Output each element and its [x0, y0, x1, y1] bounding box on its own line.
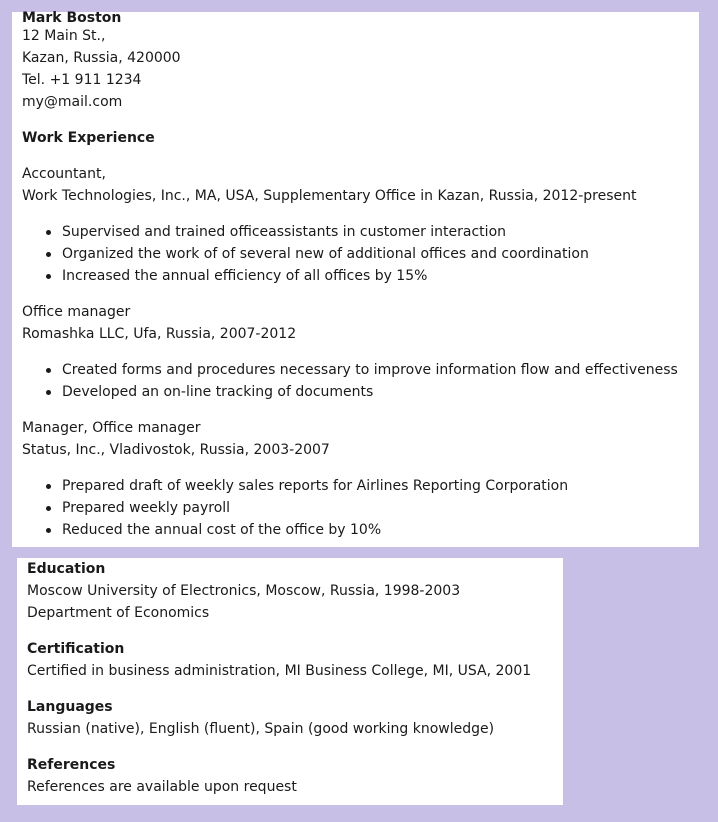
education-section	[27, 558, 553, 624]
resume-secondary-panel	[17, 558, 563, 805]
work-experience-heading: Work Experience	[22, 130, 155, 146]
list-item: Supervised and trained officeassistants in customer interaction	[62, 221, 689, 243]
job-company: Work Technologies, Inc., MA, USA, Supplementary Office in Kazan, Russia, 2012-present	[22, 188, 637, 204]
job-duties-list	[22, 359, 689, 403]
job-title: Office manager	[22, 304, 131, 320]
address-line-1: 12 Main St.,	[22, 28, 106, 44]
list-item: Developed an on-line tracking of documents	[62, 381, 689, 403]
education-heading: Education	[27, 561, 106, 577]
email-address: my@mail.com	[22, 94, 123, 110]
education-line: Moscow University of Electronics, Moscow, Russia, 1998-2003	[27, 583, 461, 599]
address-line-2: Kazan, Russia, 420000	[22, 50, 181, 66]
languages-heading: Languages	[27, 699, 113, 715]
list-item: Created forms and procedures necessary to improve information flow and effectiveness	[62, 359, 689, 381]
languages-section	[27, 696, 553, 740]
job-company: Status, Inc., Vladivostok, Russia, 2003-2007	[22, 442, 330, 458]
references-heading: References	[27, 757, 116, 773]
job-entry-accountant	[22, 163, 689, 287]
job-entry-office-manager	[22, 301, 689, 403]
references-section	[27, 754, 553, 798]
education-line: Department of Economics	[27, 605, 210, 621]
certification-heading: Certification	[27, 641, 125, 657]
phone-number: Tel. +1 911 1234	[22, 72, 142, 88]
languages-line: Russian (native), English (fluent), Spain (good working knowledge)	[27, 721, 495, 737]
list-item: Organized the work of of several new of additional offices and coordination	[62, 243, 689, 265]
job-company: Romashka LLC, Ufa, Russia, 2007-2012	[22, 326, 297, 342]
job-duties-list	[22, 221, 689, 287]
list-item: Prepared draft of weekly sales reports for Airlines Reporting Corporation	[62, 475, 689, 497]
list-item: Reduced the annual cost of the office by 10%	[62, 519, 689, 541]
references-line: References are available upon request	[27, 779, 297, 795]
resume-main-panel	[12, 12, 699, 547]
job-title: Accountant,	[22, 166, 106, 182]
job-title: Manager, Office manager	[22, 420, 201, 436]
certification-line: Certified in business administration, MI Business College, MI, USA, 2001	[27, 663, 532, 679]
list-item: Prepared weekly payroll	[62, 497, 689, 519]
candidate-name: Mark Boston	[22, 10, 122, 26]
certification-section	[27, 638, 553, 682]
job-entry-manager	[22, 417, 689, 541]
job-duties-list	[22, 475, 689, 541]
list-item: Increased the annual efficiency of all offices by 15%	[62, 265, 689, 287]
